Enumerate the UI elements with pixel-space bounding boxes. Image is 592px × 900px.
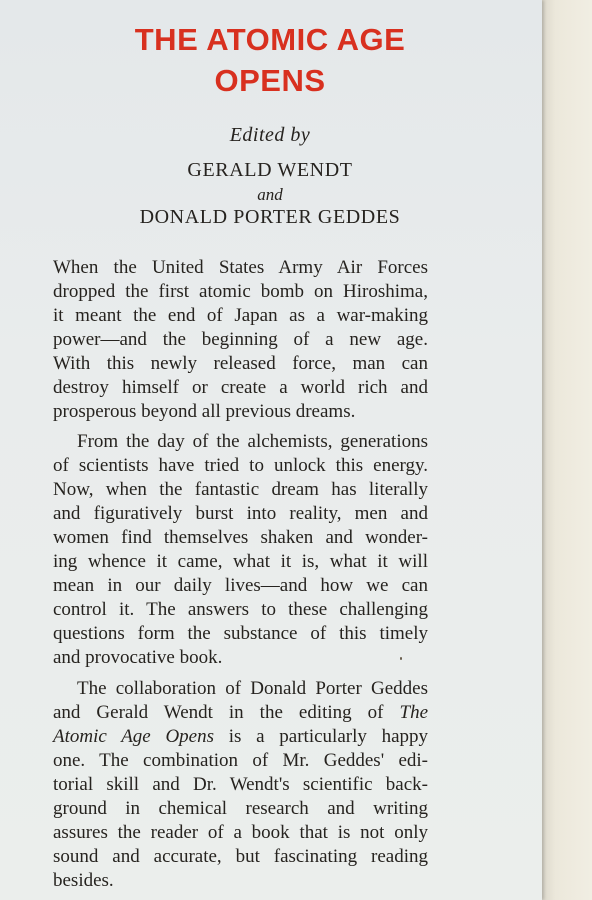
text-line: control it. The answers to these challenging (53, 599, 428, 620)
text-line: power—and the beginning of a new age. (53, 329, 428, 350)
text-line: women find themselves shaken and wonder- (53, 527, 428, 548)
text-line: besides. (53, 870, 114, 891)
italic-title-word: The (399, 702, 428, 723)
edited-by-label: Edited by (229, 124, 311, 146)
text-segment: is a particularly happy (214, 726, 429, 747)
text-line: it meant the end of Japan as a war-making (53, 305, 428, 326)
blurb-paragraph-3 (53, 677, 428, 893)
text-line: and figuratively burst into reality, men and (53, 503, 428, 524)
blurb-paragraph-1 (53, 256, 428, 424)
text-line-with-italic (53, 725, 428, 749)
text-line: dropped the first atomic bomb on Hiroshima, (53, 281, 428, 302)
editor-name-2: DONALD PORTER GEDDES (139, 206, 401, 228)
paper-speck (400, 657, 402, 660)
text-line: With this newly released force, man can (53, 353, 428, 374)
text-line: torial skill and Dr. Wendt's scientific back- (53, 774, 428, 795)
text-line: sound and accurate, but fascinating reading (53, 846, 428, 867)
blurb-paragraph-2 (53, 430, 428, 670)
book-title-line-2: OPENS (214, 63, 326, 98)
text-line: The collaboration of Donald Porter Geddes (77, 678, 428, 699)
text-line: questions form the substance of this timely (53, 623, 428, 644)
text-line: of scientists have tried to unlock this energy. (53, 455, 428, 476)
text-line: mean in our daily lives—and how we can (53, 575, 428, 596)
editor-name-1: GERALD WENDT (187, 159, 353, 181)
book-title-line-1: THE ATOMIC AGE (134, 22, 406, 57)
text-line-with-italic (53, 701, 428, 725)
text-line: When the United States Army Air Forces (53, 257, 428, 278)
text-line: destroy himself or create a world rich and (53, 377, 428, 398)
text-line: From the day of the alchemists, generations (77, 431, 428, 452)
text-line: ing whence it came, what it is, what it will (53, 551, 428, 572)
text-line: prosperous beyond all previous dreams. (53, 401, 356, 422)
text-line: and provocative book. (53, 647, 223, 668)
text-line: assures the reader of a book that is not only (53, 822, 428, 843)
text-line: Now, when the fantastic dream has literally (53, 479, 428, 500)
and-conjunction: and (257, 185, 283, 204)
text-line: ground in chemical research and writing (53, 798, 428, 819)
adjacent-page-edge (540, 0, 592, 900)
italic-book-title: Atomic Age Opens (53, 726, 215, 747)
text-line: one. The combination of Mr. Geddes' edi- (53, 750, 428, 771)
text-segment: and Gerald Wendt in the editing of (53, 702, 384, 723)
